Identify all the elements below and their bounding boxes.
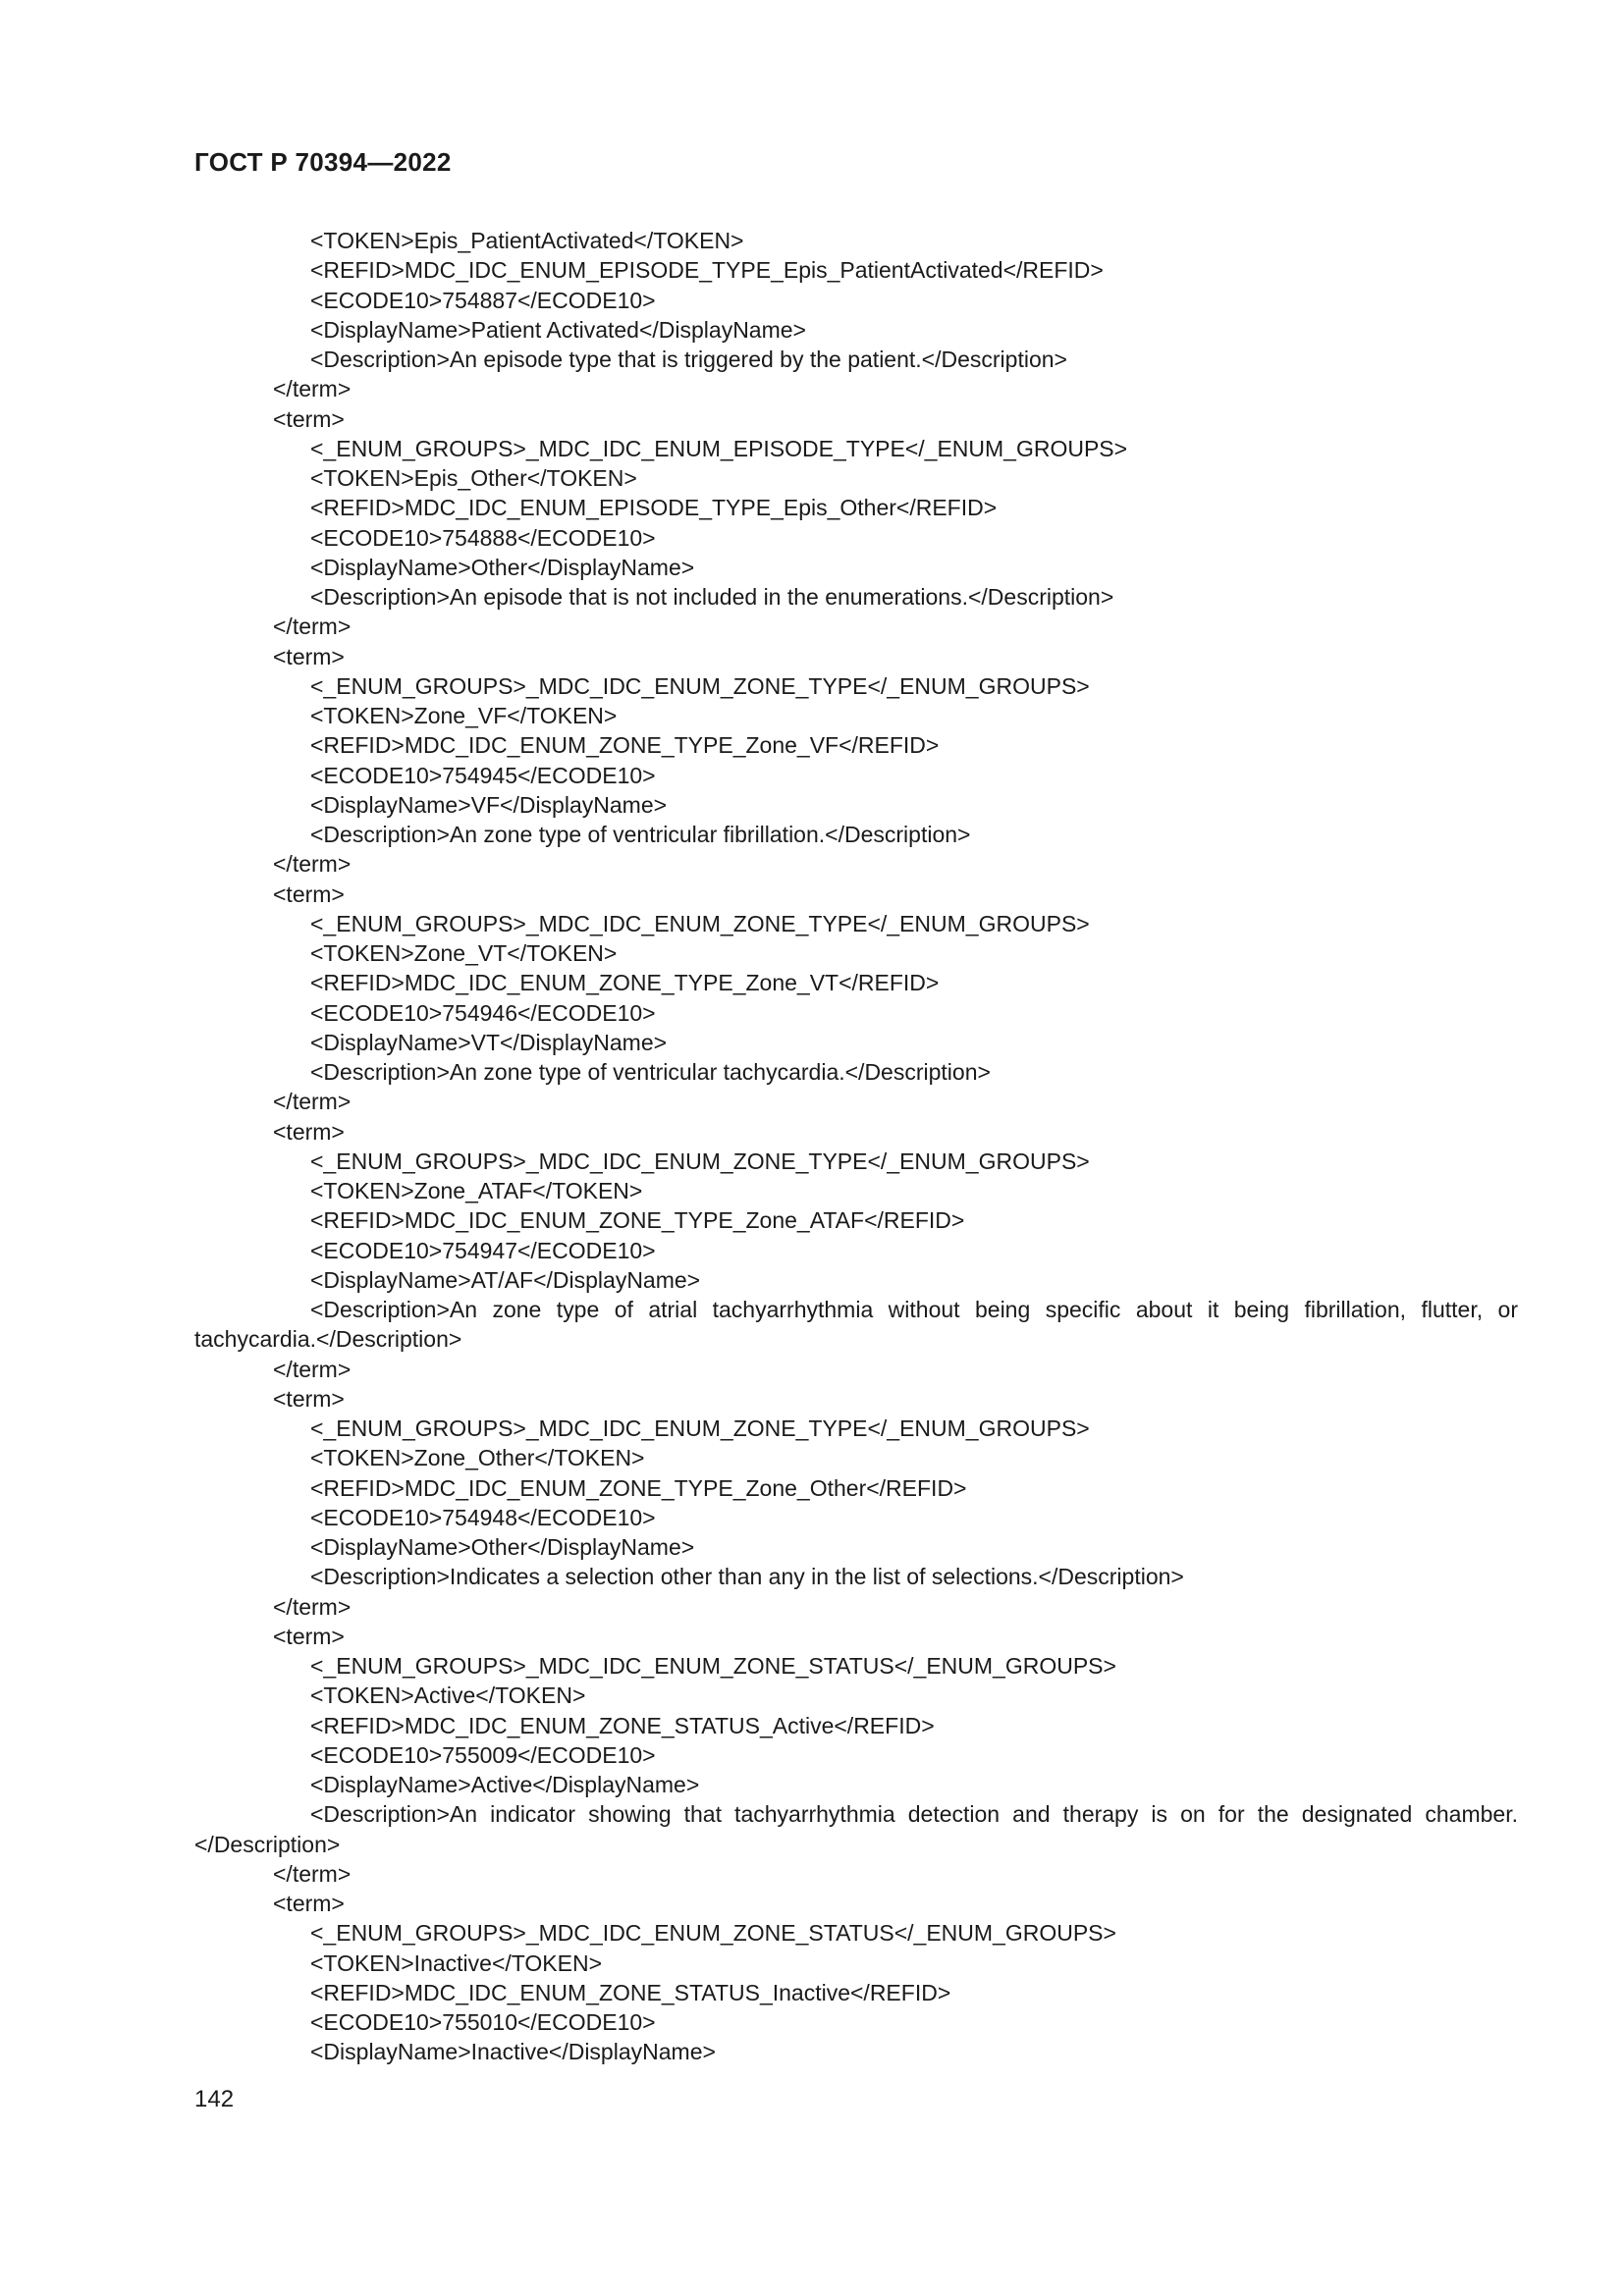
xml-line: <DisplayName>VT</DisplayName> bbox=[310, 1029, 668, 1055]
xml-line: <_ENUM_GROUPS>_MDC_IDC_ENUM_ZONE_STATUS</_ENUM_GROUPS> bbox=[310, 1653, 1116, 1679]
xml-line: <REFID>MDC_IDC_ENUM_ZONE_STATUS_Inactive</REFID> bbox=[310, 1979, 951, 2005]
page-number: 142 bbox=[194, 2086, 235, 2112]
xml-line: <TOKEN>Epis_PatientActivated</TOKEN> bbox=[310, 228, 744, 253]
xml-line: <TOKEN>Zone_Other</TOKEN> bbox=[310, 1445, 645, 1471]
xml-line: <term> bbox=[273, 881, 345, 907]
xml-line: <REFID>MDC_IDC_ENUM_ZONE_TYPE_Zone_ATAF</REFID> bbox=[310, 1207, 965, 1234]
xml-listing bbox=[194, 226, 1518, 2067]
document-header: ГОСТ Р 70394—2022 bbox=[194, 147, 452, 177]
xml-line: </term> bbox=[273, 1860, 352, 1887]
xml-line: <term> bbox=[273, 405, 345, 432]
xml-line: <term> bbox=[273, 643, 345, 669]
xml-line: <ECODE10>754948</ECODE10> bbox=[310, 1504, 656, 1530]
xml-line: <_ENUM_GROUPS>_MDC_IDC_ENUM_EPISODE_TYPE</_ENUM_GROUPS> bbox=[310, 435, 1128, 461]
xml-line: <_ENUM_GROUPS>_MDC_IDC_ENUM_ZONE_STATUS</_ENUM_GROUPS> bbox=[310, 1920, 1116, 1947]
xml-line: </term> bbox=[273, 1593, 352, 1620]
xml-line: </term> bbox=[273, 1356, 352, 1382]
xml-line: <DisplayName>Other</DisplayName> bbox=[310, 1534, 695, 1560]
xml-line: <TOKEN>Active</TOKEN> bbox=[310, 1682, 586, 1709]
xml-line: <term> bbox=[273, 1623, 345, 1649]
xml-line: <REFID>MDC_IDC_ENUM_ZONE_TYPE_Zone_Other</REFID> bbox=[310, 1474, 967, 1501]
xml-line: <_ENUM_GROUPS>_MDC_IDC_ENUM_ZONE_TYPE</_ENUM_GROUPS> bbox=[310, 1415, 1090, 1441]
xml-line: </term> bbox=[273, 851, 352, 878]
xml-line-wrapped: <Description>An zone type of atrial tachyarrhythmia without being specific about it being fibrillation, flutter, or tachycardia.</Description> bbox=[194, 1297, 1518, 1353]
xml-line: </term> bbox=[273, 1089, 352, 1115]
xml-line: <_ENUM_GROUPS>_MDC_IDC_ENUM_ZONE_TYPE</_ENUM_GROUPS> bbox=[310, 672, 1090, 699]
xml-line: <Description>An zone type of ventricular tachycardia.</Description> bbox=[310, 1059, 991, 1085]
xml-line: <DisplayName>VF</DisplayName> bbox=[310, 791, 668, 818]
xml-line: <TOKEN>Zone_VF</TOKEN> bbox=[310, 703, 618, 728]
xml-line: <TOKEN>Zone_VT</TOKEN> bbox=[310, 940, 618, 966]
xml-line: </term> bbox=[273, 376, 352, 402]
xml-line: </term> bbox=[273, 614, 352, 640]
xml-line: <ECODE10>755010</ECODE10> bbox=[310, 2009, 656, 2035]
xml-line: <Description>An episode type that is triggered by the patient.</Description> bbox=[310, 347, 1067, 372]
xml-line: <REFID>MDC_IDC_ENUM_EPISODE_TYPE_Epis_Other</REFID> bbox=[310, 495, 998, 521]
xml-line: <_ENUM_GROUPS>_MDC_IDC_ENUM_ZONE_TYPE</_ENUM_GROUPS> bbox=[310, 1148, 1090, 1174]
xml-line: <DisplayName>Patient Activated</DisplayName> bbox=[310, 316, 806, 343]
xml-line: <DisplayName>Active</DisplayName> bbox=[310, 1772, 700, 1797]
xml-line: <term> bbox=[273, 1385, 345, 1412]
xml-line: <TOKEN>Epis_Other</TOKEN> bbox=[310, 465, 637, 491]
xml-line: <ECODE10>754945</ECODE10> bbox=[310, 762, 656, 788]
xml-line: <ECODE10>754888</ECODE10> bbox=[310, 524, 656, 551]
xml-line: <DisplayName>Other</DisplayName> bbox=[310, 554, 695, 580]
xml-line: <DisplayName>AT/AF</DisplayName> bbox=[310, 1266, 701, 1293]
xml-line: <REFID>MDC_IDC_ENUM_ZONE_TYPE_Zone_VT</REFID> bbox=[310, 970, 940, 996]
xml-line-wrapped: <Description>An indicator showing that tachyarrhythmia detection and therapy is on for the designated chamber.</Description> bbox=[194, 1801, 1518, 1857]
xml-line: <REFID>MDC_IDC_ENUM_ZONE_TYPE_Zone_VF</REFID> bbox=[310, 732, 940, 759]
xml-line: <ECODE10>754946</ECODE10> bbox=[310, 999, 656, 1026]
xml-line: <term> bbox=[273, 1118, 345, 1145]
xml-line: <term> bbox=[273, 1891, 345, 1916]
xml-line: <ECODE10>755009</ECODE10> bbox=[310, 1741, 656, 1768]
xml-line: <Description>Indicates a selection other than any in the list of selections.</Description> bbox=[310, 1564, 1184, 1590]
xml-line: <ECODE10>754947</ECODE10> bbox=[310, 1237, 656, 1263]
xml-line: <Description>An episode that is not included in the enumerations.</Description> bbox=[310, 584, 1114, 610]
xml-line: <TOKEN>Zone_ATAF</TOKEN> bbox=[310, 1178, 643, 1203]
xml-line: <DisplayName>Inactive</DisplayName> bbox=[310, 2039, 716, 2065]
xml-line: <REFID>MDC_IDC_ENUM_EPISODE_TYPE_Epis_PatientActivated</REFID> bbox=[310, 257, 1104, 284]
xml-line: <REFID>MDC_IDC_ENUM_ZONE_STATUS_Active</REFID> bbox=[310, 1712, 935, 1738]
xml-line: <TOKEN>Inactive</TOKEN> bbox=[310, 1949, 603, 1976]
xml-line: <_ENUM_GROUPS>_MDC_IDC_ENUM_ZONE_TYPE</_ENUM_GROUPS> bbox=[310, 910, 1090, 936]
xml-line: <ECODE10>754887</ECODE10> bbox=[310, 287, 656, 313]
xml-line: <Description>An zone type of ventricular fibrillation.</Description> bbox=[310, 822, 971, 847]
